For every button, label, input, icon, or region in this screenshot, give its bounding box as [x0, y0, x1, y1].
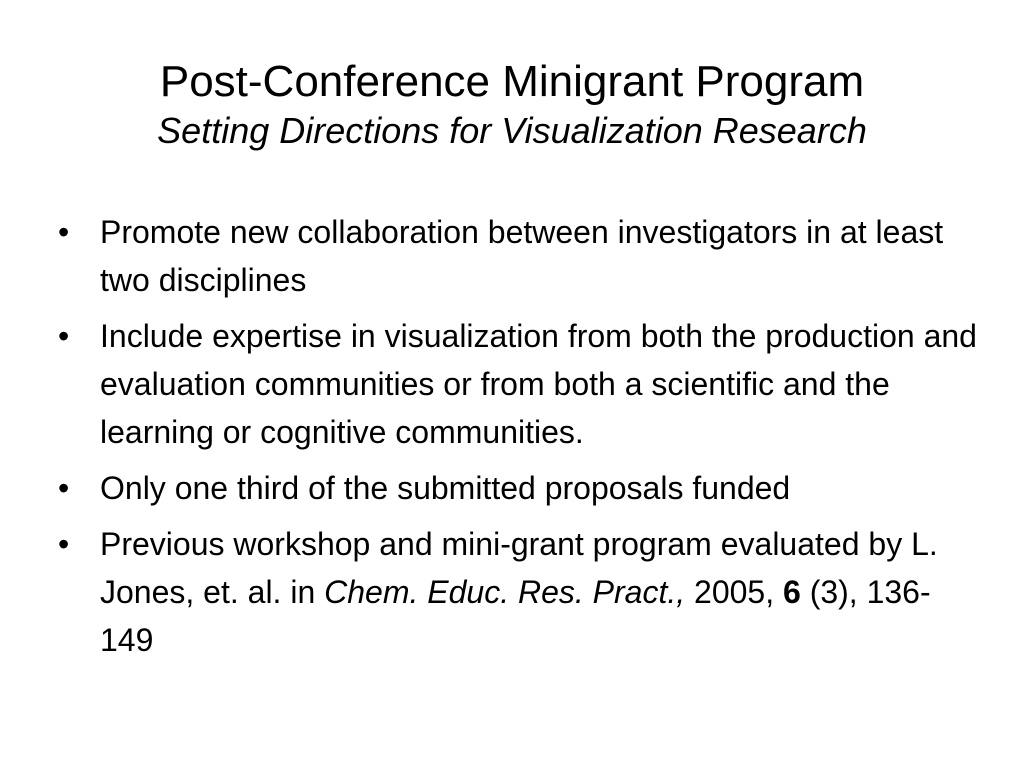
citation-journal: Chem. Educ. Res. Pract., — [324, 574, 686, 610]
citation-lead-text: Previous workshop and mini-grant program evaluated by L. Jones, et. al. in — [100, 526, 938, 610]
slide-title: Post-Conference Minigrant Program — [159, 57, 865, 106]
bullet-item — [58, 520, 978, 664]
bullet-text: Promote new collaboration between investigators in at least two disciplines — [100, 214, 944, 298]
bullet-text: Include expertise in visualization from both the production and evaluation communities or from both a scientific and the learning or cognitive communities. — [100, 318, 977, 450]
bullet-item — [58, 464, 978, 512]
bullet-icon: • — [58, 214, 70, 250]
citation-volume: 6 — [783, 574, 801, 610]
bullet-icon: • — [58, 470, 70, 506]
bullet-text: Only one third of the submitted proposals funded — [100, 470, 791, 506]
bullet-icon: • — [58, 318, 70, 354]
bullet-item — [58, 208, 978, 304]
slide-subtitle: Setting Directions for Visualization Research — [157, 110, 867, 151]
title-block — [0, 55, 1024, 153]
bullet-icon: • — [58, 526, 70, 562]
bullet-item — [58, 312, 978, 456]
citation-pages: (3), 136-149 — [100, 574, 931, 658]
bullet-text-citation — [100, 526, 938, 658]
bullet-list — [58, 208, 978, 672]
citation-year: 2005, — [685, 574, 783, 610]
